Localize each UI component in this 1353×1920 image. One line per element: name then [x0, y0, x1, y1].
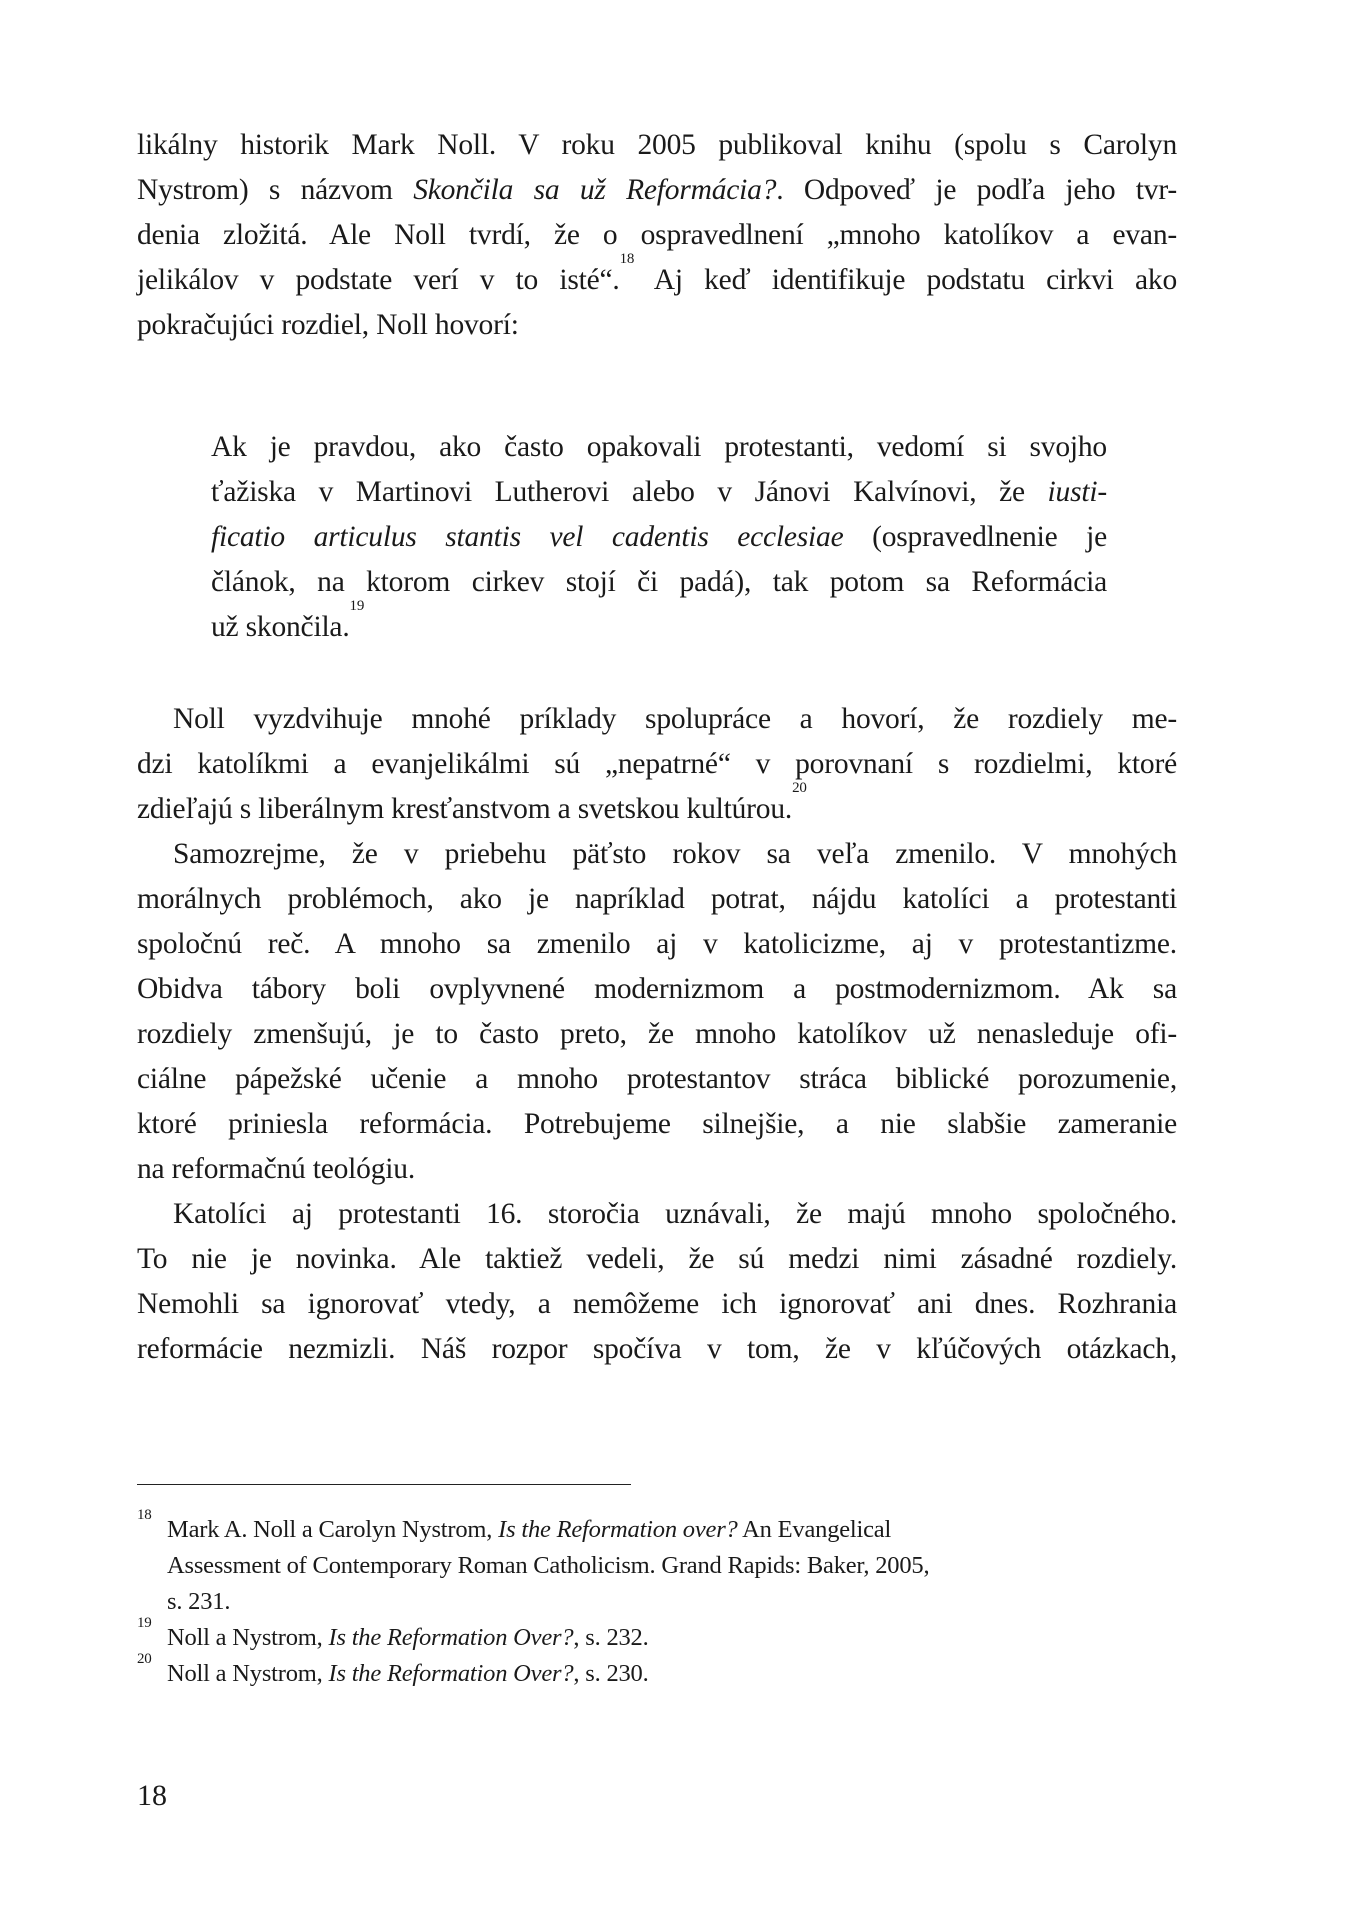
text-line: morálnych problémoch, ako je napríklad potrat, nájdu katolíci a protestanti	[137, 883, 1177, 915]
text-span: Mark A. Noll a Carolyn Nystrom,	[167, 1516, 499, 1543]
text-line	[137, 251, 1177, 303]
text-span: jelikálov v podstate verí v to isté“.	[137, 264, 620, 296]
footnote-ref-20[interactable]: 20	[792, 780, 807, 796]
text-line: reformácie nezmizli. Náš rozpor spočíva v tom, že v kľúčových otázkach,	[137, 1333, 1177, 1365]
footnote-19	[137, 1615, 1037, 1656]
text-span: ťažiska v Martinovi Lutherovi alebo v Jánovi Kalvínovi, že	[211, 476, 1048, 508]
text-line: ktoré priniesla reformácia. Potrebujeme silnejšie, a nie slabšie zameranie	[137, 1108, 1177, 1140]
text-line: Obidva tábory boli ovplyvnené modernizmom a postmodernizmom. Ak sa	[137, 973, 1177, 1005]
book-title-italic: Is the Reformation over?	[498, 1516, 738, 1543]
text-line: Samozrejme, že v priebehu päťsto rokov sa veľa zmenilo. V mnohých	[173, 838, 1177, 870]
text-line: Katolíci aj protestanti 16. storočia uznávali, že majú mnoho spoločného.	[173, 1198, 1177, 1230]
footnote-ref-18[interactable]: 18	[619, 251, 635, 267]
quote-line	[211, 598, 1107, 650]
text-line	[137, 168, 1177, 213]
footnote-line	[167, 1656, 1037, 1692]
text-span: už skončila.	[211, 611, 350, 643]
page-number: 18	[137, 1779, 167, 1812]
text-span: , s. 230.	[573, 1660, 649, 1687]
text-line: pokračujúci rozdiel, Noll hovorí:	[137, 309, 519, 341]
footnote-number: 19	[137, 1615, 152, 1631]
quote-line: článok, na ktorom cirkev stojí či padá), tak potom sa Reformácia	[211, 566, 1107, 598]
text-line: dzi katolíkmi a evanjelikálmi sú „nepatrné“ v porovnaní s rozdielmi, ktoré	[137, 748, 1177, 780]
footnote-line	[167, 1620, 1037, 1656]
quote-line	[211, 470, 1107, 515]
footnote-line: s. 231.	[167, 1588, 231, 1615]
paragraph-3	[137, 832, 1177, 1192]
paragraph-4	[137, 1192, 1177, 1372]
text-span: . Odpoveď je podľa jeho tvr-	[776, 174, 1177, 206]
text-line: rozdiely zmenšujú, je to často preto, že mnoho katolíkov už nenasleduje ofi-	[137, 1018, 1177, 1050]
text-span: zdieľajú s liberálnym kresťanstvom a svetskou kultúrou.	[137, 793, 793, 825]
text-span: Nystrom) s názvom	[137, 174, 414, 206]
quote-line: Ak je pravdou, ako často opakovali protestanti, vedomí si svojho	[211, 431, 1107, 463]
footnote-separator	[137, 1484, 631, 1485]
text-line: Noll vyzdvihuje mnohé príklady spolupráce a hovorí, že rozdiely me-	[173, 703, 1177, 735]
text-line: likálny historik Mark Noll. V roku 2005 publikoval knihu (spolu s Carolyn	[137, 129, 1177, 161]
text-line: spoločnú reč. A mnoho sa zmenilo aj v katolicizme, aj v protestantizme.	[137, 928, 1177, 960]
latin-phrase-italic: ficatio articulus stantis vel cadentis ecclesiae	[211, 521, 844, 553]
footnote-18	[137, 1507, 1037, 1620]
text-span: Noll a Nystrom,	[167, 1624, 329, 1651]
footnote-ref-19[interactable]: 19	[349, 598, 365, 614]
text-line	[137, 780, 1177, 832]
text-span: (ospravedlnenie je	[843, 521, 1107, 553]
footnote-line: Assessment of Contemporary Roman Catholicism. Grand Rapids: Baker, 2005,	[167, 1552, 930, 1579]
text-span: An Evangelical	[737, 1516, 892, 1543]
text-line: ciálne pápežské učenie a mnoho protestantov stráca biblické porozumenie,	[137, 1063, 1177, 1095]
text-line: na reformačnú teológiu.	[137, 1153, 415, 1185]
footnote-number: 20	[137, 1651, 152, 1667]
text-span: Aj keď identifikuje podstatu cirkvi ako	[634, 264, 1177, 296]
footnote-line	[167, 1512, 1037, 1548]
paragraph-1	[137, 123, 1177, 348]
book-title-italic: Is the Reformation Over?	[328, 1660, 574, 1687]
book-title-italic: Skončila sa už Reformácia?	[413, 174, 777, 206]
text-line: To nie je novinka. Ale taktiež vedeli, že sú medzi nimi zásadné rozdiely.	[137, 1243, 1177, 1275]
paragraph-2	[137, 697, 1177, 832]
block-quote	[211, 425, 1107, 650]
quote-line	[211, 515, 1107, 560]
text-line: Nemohli sa ignorovať vtedy, a nemôžeme ich ignorovať ani dnes. Rozhrania	[137, 1288, 1177, 1320]
footnote-number: 18	[137, 1507, 152, 1523]
footnote-20	[137, 1651, 1037, 1692]
text-span: , s. 232.	[573, 1624, 649, 1651]
book-title-italic: Is the Reformation Over?	[328, 1624, 574, 1651]
latin-phrase-italic: iusti-	[1047, 476, 1107, 508]
footnotes	[137, 1507, 1037, 1692]
text-span: Noll a Nystrom,	[167, 1660, 329, 1687]
text-line: denia zložitá. Ale Noll tvrdí, že o ospravedlnení „mnoho katolíkov a evan-	[137, 219, 1177, 251]
